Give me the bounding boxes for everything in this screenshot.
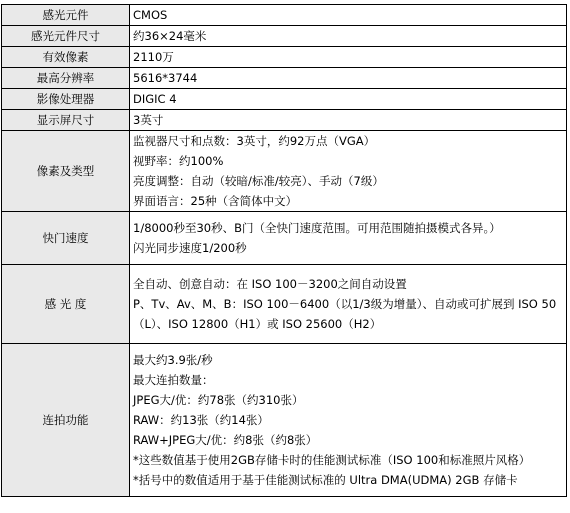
spec-value-line: 闪光同步速度1/200秒	[133, 241, 247, 255]
spec-value	[130, 26, 567, 47]
spec-row-max-resolution	[2, 68, 567, 89]
spec-label: 感 光 度	[2, 265, 130, 344]
spec-label: 最高分辨率	[2, 68, 130, 89]
spec-value-line: 1/8000秒至30秒、B门（全快门速度范围。可用范围随拍摄模式各异。）	[133, 221, 501, 235]
spec-value-line: 全自动、创意自动：在 ISO 100－3200之间自动设置	[133, 277, 407, 291]
spec-value-line: 界面语言：25种（含简体中文）	[133, 194, 298, 208]
spec-row-display-type	[2, 131, 567, 212]
spec-label: 快门速度	[2, 212, 130, 265]
spec-value-line: 约36×24毫米	[133, 29, 207, 43]
spec-value-line: 2110万	[133, 50, 174, 64]
spec-value-line: CMOS	[133, 8, 168, 22]
spec-label: 显示屏尺寸	[2, 110, 130, 131]
spec-value-line: 亮度调整：自动（较暗/标准/较亮）、手动（7级）	[133, 174, 384, 188]
spec-row-sensor-size	[2, 26, 567, 47]
spec-value	[130, 5, 567, 26]
spec-value	[130, 89, 567, 110]
spec-row-sensor	[2, 5, 567, 26]
spec-value-line: （L）、ISO 12800（H1）或 ISO 25600（H2）	[133, 317, 382, 331]
spec-value	[130, 131, 567, 212]
spec-label: 连拍功能	[2, 344, 130, 497]
camera-spec-table	[1, 4, 567, 497]
spec-value-line: JPEG大/优：约78张（约310张）	[133, 393, 304, 407]
spec-row-image-processor	[2, 89, 567, 110]
spec-value-line: RAW+JPEG大/优：约8张（约8张）	[133, 433, 318, 447]
spec-label: 感光元件	[2, 5, 130, 26]
spec-value-line: P、Tv、Av、M、B：ISO 100－6400（以1/3级为增量）、自动或可扩展到 ISO 50	[133, 297, 557, 311]
spec-label: 有效像素	[2, 47, 130, 68]
spec-value	[130, 265, 567, 344]
spec-value	[130, 110, 567, 131]
spec-value	[130, 212, 567, 265]
spec-value-line: 最大连拍数量：	[133, 373, 214, 387]
spec-value-line: 3英寸	[133, 113, 164, 127]
spec-row-iso	[2, 265, 567, 344]
spec-label: 像素及类型	[2, 131, 130, 212]
spec-value-line: RAW：约13张（约14张）	[133, 413, 269, 427]
spec-value-line: 视野率：约100%	[133, 154, 224, 168]
spec-row-screen-size	[2, 110, 567, 131]
spec-row-continuous-shooting	[2, 344, 567, 497]
spec-value-line: 最大约3.9张/秒	[133, 353, 213, 367]
spec-row-effective-pixels	[2, 47, 567, 68]
spec-row-shutter-speed	[2, 212, 567, 265]
spec-value	[130, 344, 567, 497]
spec-footnote: *括号中的数值适用于基于佳能测试标准的 Ultra DMA(UDMA) 2GB 存储卡	[133, 473, 518, 487]
spec-footnote: *这些数值基于使用2GB存储卡时的佳能测试标准（ISO 100和标准照片风格）	[133, 453, 531, 467]
spec-label: 感光元件尺寸	[2, 26, 130, 47]
spec-value-line: 5616*3744	[133, 71, 198, 85]
spec-label: 影像处理器	[2, 89, 130, 110]
spec-value	[130, 68, 567, 89]
spec-value-line: 监视器尺寸和点数：3英寸，约92万点（VGA）	[133, 134, 376, 148]
spec-value-line: DIGIC 4	[133, 92, 177, 106]
spec-value	[130, 47, 567, 68]
